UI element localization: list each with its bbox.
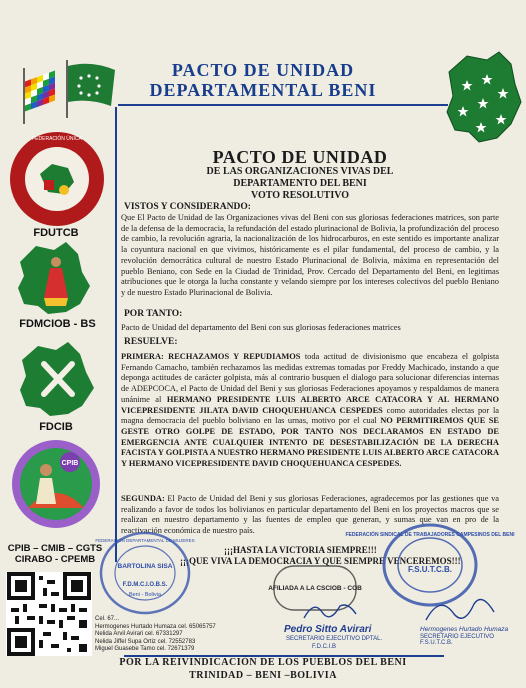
svg-text:FEDERACIÓN ÚNICA: FEDERACIÓN ÚNICA [32, 136, 82, 142]
footer-line-1: POR LA REIVINDICACIÓN DE LOS PUEBLOS DEL BENI [119, 657, 407, 668]
org-label-fdcib: FDCIB [39, 421, 73, 433]
document-subtitle-2: DEPARTAMENTO DEL BENI [233, 178, 367, 189]
contact-line-2: Hermogenes Hurtado Humaza cel. 65065757 [95, 623, 216, 630]
fdmciob-map-icon [14, 238, 98, 316]
sitto-signature-icon [300, 598, 360, 624]
signature-role-sitto: SECRETARIO EJECUTIVO DPTAL. [286, 636, 383, 642]
header-divider [118, 104, 448, 106]
stamp-fsutcb-org-text: FEDERACIÓN SINDICAL DE TRABAJADORES CAMPESINOS DEL BENI [345, 532, 515, 538]
contact-line-4: Nelida Jiffel Supa Ortiz cel. 72552783 [95, 638, 196, 645]
primera-text-1: toda actitud de divisionismo que encabeza el golpista Fernando Camacho, también rechazamos las medidas extremas tomadas por Freddy Machicado, instando a que deponga actitudes de carácter golpista, más al contrario busquen el dialogo para solucionar diferencias internas de ADEPCOCA, el Pacto de Unidad del Beni y sus gloriosas Federaciones apoyamos y respaldamos de manera unánime al [121, 352, 499, 404]
segunda-lead: SEGUNDA: [121, 494, 165, 503]
segunda-text: El Pacto de Unidad del Beni y sus gloriosas Federaciones, agradecemos por las gestiones que va realizando a favor de todos los bolivianos en particular departamento del Beni en los proyectos macros que se realizan en nuestro departamento y las fuentes de empleo que generan, y sumas que van en pro de la reactivación económica de nuestro país. [121, 494, 499, 536]
signature-name-hurtado: Hermogenes Hurtado Humaza [420, 626, 509, 633]
stamp-fdmciobs-text: F.D.M.C.I.O.B.S. [122, 582, 168, 588]
primera-text-2: como autoridades electas por la magna democracia del pueblo boliviano en las urnas, motivo por el cual [121, 405, 499, 426]
signature-role-hurtado: SECRETARIO EJECUTIVO F.S.U.T.C.B. [420, 634, 494, 646]
contact-line-1: Cel. 67... [95, 616, 120, 622]
stamp-csciob-text: AFILIADA A LA CSCIOB - COB [268, 585, 362, 592]
stamp-beni-text: Beni - Bolivia [128, 592, 162, 598]
header-title-line2: DEPARTAMENTAL BENI [149, 80, 377, 100]
contact-line-5: Miguel Guasebe Tamo cel. 72671379 [95, 646, 195, 652]
contact-line-3: Nelida Arvil Avirari cel. 67331297 [95, 631, 183, 637]
org-label-fdmciob: FDMCIOB - BS [19, 318, 96, 330]
signature-name-sitto: Pedro Sitto Avirari [284, 624, 372, 635]
primera-lead: PRIMERA: RECHAZAMOS Y REPUDIAMOS [121, 352, 301, 361]
fdutcb-seal-icon [8, 130, 106, 228]
primera-bold-1: HERMANO PRESIDENTE LUIS ALBERTO ARCE CATACORA Y AL HERMANO VICEPRESIDENTE JILATA DAVID CHOQUEHUANCA CESPEDES [121, 394, 500, 415]
beni-map-logo-icon [441, 50, 523, 146]
stamp-federacion-text: FEDERACIÓN DEPARTAMENTAL DE MUJERES [95, 538, 195, 543]
vistos-heading: VISTOS Y CONSIDERANDO: [124, 202, 251, 212]
org-label-cpib: CPIB – CMIB – CGTS CIRABO - CPEMB [7, 543, 103, 565]
stamp-fsutcb-text: F.S.U.T.C.B. [407, 565, 453, 574]
cpib-seal-text: CPIB [61, 460, 79, 467]
footer-line-2: TRINIDAD – BENI –BOLIVIA [189, 670, 337, 681]
portanto-heading: POR TANTO: [124, 309, 183, 319]
qr-code-icon [6, 572, 92, 656]
signature-org-sitto: F.D.C.I.B [312, 644, 337, 650]
primera-paragraph [121, 352, 499, 470]
closing-line-2: ¡¡¡QUE VIVA LA DEMOCRACIA Y QUE SIEMPRE VENCEREMOS!!! [180, 556, 461, 566]
hurtado-signature-icon [420, 590, 500, 630]
closing-line-1: ¡¡¡HASTA LA VICTORIA SIEMPRE!!! [224, 545, 377, 555]
vistos-paragraph: Que El Pacto de Unidad de las Organizaciones vivas del Beni con sus gloriosas federaciones matrices, son parte de la defensa de la democracia, la refundación del estado plurinacional de Bolivia, la profundización del proceso de cambio, la revolución agraria, la nacionalización de los hidrocarburos, en este sentido es importante analizar la coyuntura nacional en que vivimos, históricamente es el pilar fundamental, del proceso de cambio, y la revolución democrática cultural de nuestro Estado Plurinacional de Bolivia, máxima en representación del pueblo Beniano, con Sede en la Ciudad de Trinidad, Prov. Cercado del Departamento del Beni, en legitimas atribuciones que le otorga la lucha constante y velando siempre por los intereses colectivos del pueblo Beniano y de nuestro Estado Plurinacional de Bolivia. [121, 213, 499, 297]
fdcib-map-icon [16, 338, 100, 418]
document-title: PACTO DE UNIDAD [212, 147, 388, 167]
primera-bold-2: NO PERMITIREMOS QUE SE GESTE OTRO GOLPE DE ESTADO, POR TANTO NOS DECLARAMOS EN ESTADO DE EMERGENCIA ANTE CUALQUIER INTENTO DE DESESTABILIZACIÓN DE LA DERECHA FACISTA Y GOLPISTA A NUESTRO HERMANO PRESIDENTE LUIS ALBERTO ARCE CATACORA Y HERMANO VICEPRESIDENTE DAVID CHOQUEHUANCA CESPEDES. [121, 416, 499, 469]
bartolina-stamp-icon [95, 528, 195, 618]
document-subtitle-1: DE LAS ORGANIZACIONES VIVAS DEL [206, 166, 394, 177]
portanto-paragraph: Pacto de Unidad del departamento del Beni con sus gloriosas federaciones matrices [121, 323, 401, 332]
cpib-seal-icon [10, 438, 102, 530]
resuelve-heading: RESUELVE: [124, 337, 178, 347]
left-column-divider [115, 107, 117, 562]
document-subtitle-3: VOTO RESOLUTIVO [250, 190, 350, 201]
org-label-fdutcb: FDUTCB [33, 227, 79, 239]
contact-list [95, 616, 216, 654]
stamp-bartolina-text: BARTOLINA SISA [117, 563, 173, 570]
header-title-line1: PACTO DE UNIDAD [171, 60, 355, 80]
